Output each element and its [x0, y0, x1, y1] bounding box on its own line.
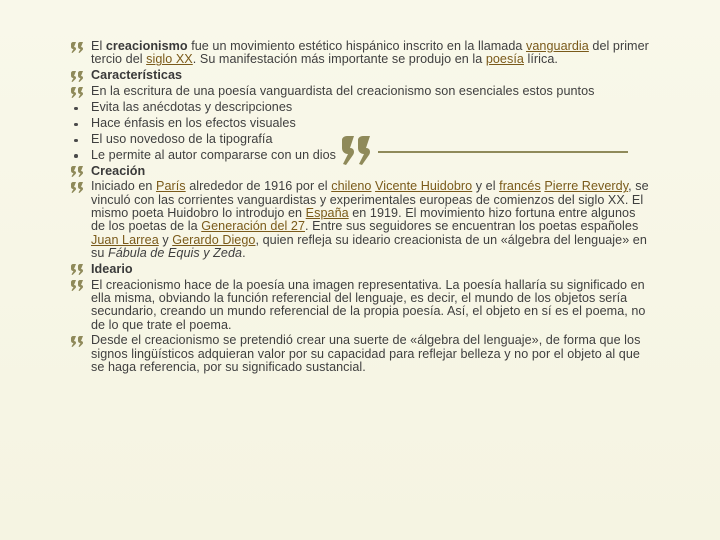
text-span: y	[158, 232, 173, 247]
text-span: En la escritura de una poesía vanguardista del creacionismo son esenciales estos puntos	[91, 84, 595, 99]
text-span: , se vinculó con las corrientes vanguardistas y experimentales europeas de comienzos del siglo XX. El mismo poeta Huidobro lo introdujo en	[91, 179, 649, 221]
bullet-dot-icon	[70, 149, 86, 163]
inline-link[interactable]: París	[156, 179, 186, 194]
list-item	[70, 334, 652, 374]
inline-link[interactable]: vanguardia	[526, 39, 589, 53]
list-item	[70, 133, 652, 146]
list-item	[70, 263, 652, 276]
text-span: Le permite al autor compararse con un dios	[91, 147, 337, 162]
section-heading: creacionismo	[105, 39, 188, 53]
list-item	[70, 165, 652, 178]
text-span: fue un movimiento estético hispánico inscrito en la llamada	[187, 39, 527, 53]
section-heading: Creación	[91, 163, 146, 178]
bullet-list	[70, 40, 652, 377]
list-item	[70, 69, 652, 82]
text-span: en 1919. El movimiento hizo fortuna entre algunos de los poetas de la	[91, 206, 636, 234]
text-span: , quien refleja su ideario creacionista de un «álgebra del lenguaje» en su	[91, 232, 647, 260]
text-span: Evita las anécdotas y descripciones	[91, 99, 293, 114]
quote-bullet-icon	[70, 85, 86, 99]
text-span: lírica.	[523, 52, 558, 67]
inline-link[interactable]: Gerardo Diego	[172, 232, 256, 247]
text-span: . Entre sus seguidores se encuentran los poetas españoles	[305, 219, 639, 234]
quote-bullet-icon	[70, 180, 86, 194]
quote-bullet-icon	[70, 40, 86, 54]
inline-link[interactable]: Vicente Huidobro	[375, 179, 473, 194]
list-item	[70, 180, 652, 260]
text-span: El creacionismo hace de la poesía una imagen representativa. La poesía hallaría su significado en ella misma, obviando la función referencial del lenguaje, es decir, el mundo de los objetos sería secundario, creando un mundo referencial de la propia poesía. Así, el objeto en sí es el poema, no de lo que trate el poema.	[91, 277, 646, 332]
quote-bullet-icon	[70, 279, 86, 293]
text-span: . Su manifestación más importante se produjo en la	[192, 52, 486, 67]
section-heading: Ideario	[91, 261, 133, 276]
list-item	[70, 101, 652, 114]
text-span: .	[242, 245, 246, 260]
list-item	[70, 279, 652, 332]
inline-link[interactable]: Pierre Reverdy	[544, 179, 629, 194]
text-span: Desde el creacionismo se pretendió crear una suerte de «álgebra del lenguaje», de forma que los signos lingüísticos adquieran valor por su capacidad para reflejar belleza y no por el objeto al que se haga referencia, por su significado sustancial.	[91, 333, 641, 375]
list-item	[70, 117, 652, 130]
quote-bullet-icon	[70, 69, 86, 83]
text-span: El	[91, 39, 106, 53]
text-span: Iniciado en	[91, 179, 157, 194]
text-span: Fábula de Equis y Zeda	[107, 245, 243, 260]
text-span: El uso novedoso de la tipografía	[91, 131, 273, 146]
section-heading: Características	[91, 68, 183, 83]
text-span: del primer tercio del	[91, 39, 649, 67]
bullet-dot-icon	[70, 117, 86, 131]
list-item	[70, 40, 652, 67]
list-item	[70, 85, 652, 98]
list-item	[70, 149, 652, 162]
inline-link[interactable]: Juan Larrea	[91, 232, 159, 247]
inline-link[interactable]: chileno	[331, 179, 372, 194]
inline-link[interactable]: España	[305, 206, 349, 221]
bullet-dot-icon	[70, 133, 86, 147]
quote-bullet-icon	[70, 334, 86, 348]
text-span: y el	[472, 179, 500, 194]
text-span: alrededor de 1916 por el	[185, 179, 332, 194]
inline-link[interactable]: poesía	[485, 52, 524, 67]
quote-bullet-icon	[70, 263, 86, 277]
inline-link[interactable]: francés	[499, 179, 541, 194]
text-span: Hace énfasis en los efectos visuales	[91, 115, 296, 130]
inline-link[interactable]: Generación del 27	[201, 219, 306, 234]
quote-bullet-icon	[70, 165, 86, 179]
inline-link[interactable]: siglo XX	[146, 52, 193, 67]
bullet-dot-icon	[70, 101, 86, 115]
